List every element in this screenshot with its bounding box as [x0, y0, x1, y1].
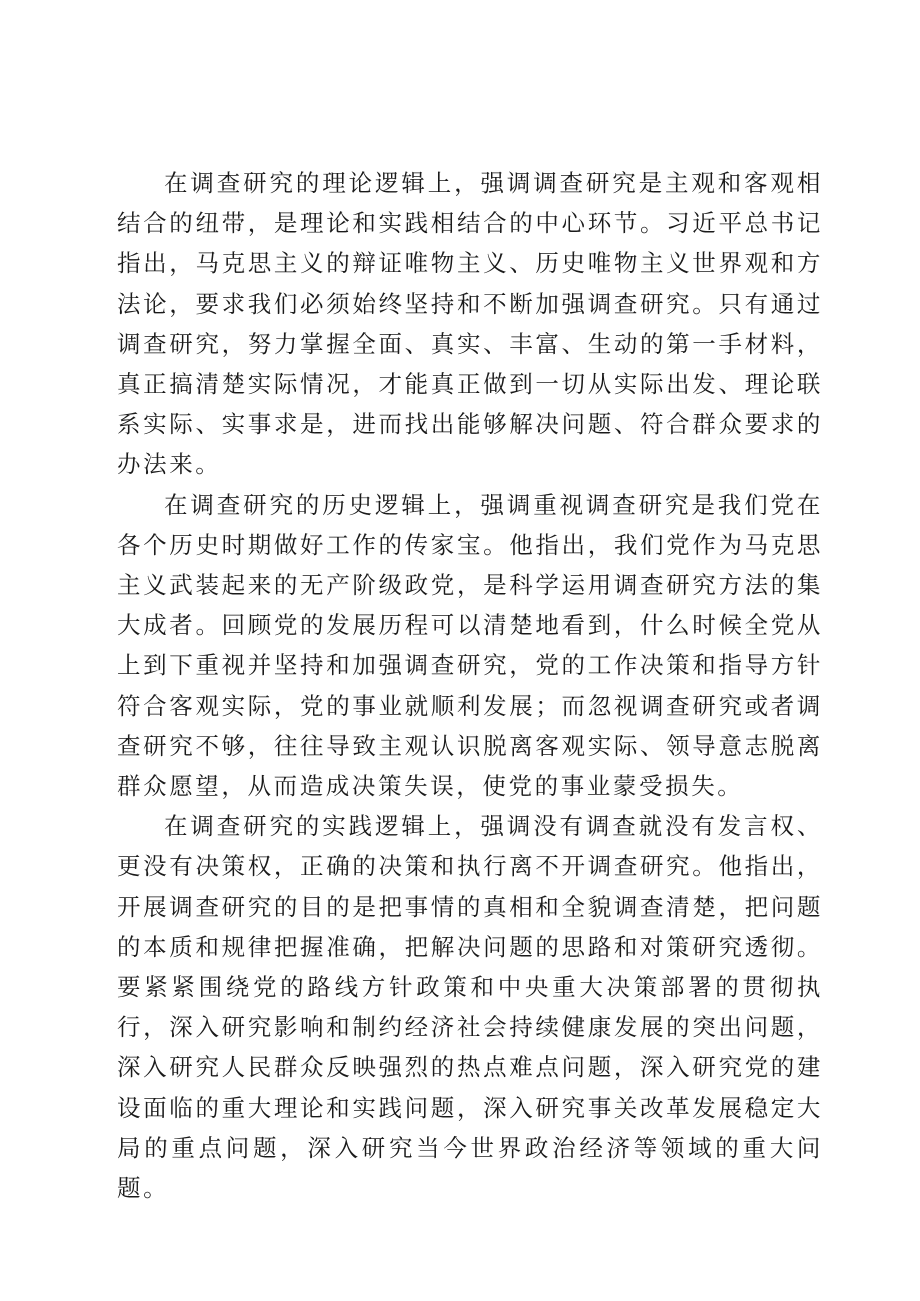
paragraph-history-logic: 在调查研究的历史逻辑上，强调重视调查研究是我们党在各个历史时期做好工作的传家宝。他指出，我们党作为马克思主义武装起来的无产阶级政党，是科学运用调查研究方法的集大成者。回顾党的发展历程可以清楚地看到，什么时候全党从上到下重视并坚持和加强调查研究，党的工作决策和指导方针符合客观实际，党的事业就顺利发展；而忽视调查研究或者调查研究不够，往往导致主观认识脱离客观实际、领导意志脱离群众愿望，从而造成决策失误，使党的事业蒙受损失。 — [117, 490, 823, 801]
paragraph-practice-logic: 在调查研究的实践逻辑上，强调没有调查就没有发言权、更没有决策权，正确的决策和执行离不开调查研究。他指出，开展调查研究的目的是把事情的真相和全貌调查清楚，把问题的本质和规律把握准确，把解决问题的思路和对策研究透彻。要紧紧围绕党的路线方针政策和中央重大决策部署的贯彻执行，深入研究影响和制约经济社会持续健康发展的突出问题，深入研究人民群众反映强烈的热点难点问题，深入研究党的建设面临的重大理论和实践问题，深入研究事关改革发展稳定大局的重点问题，深入研究当今世界政治经济等领域的重大问题。 — [117, 812, 823, 1203]
paragraph-theory-logic: 在调查研究的理论逻辑上，强调调查研究是主观和客观相结合的纽带，是理论和实践相结合的中心环节。习近平总书记指出，马克思主义的辩证唯物主义、历史唯物主义世界观和方法论，要求我们必须始终坚持和不断加强调查研究。只有通过调查研究，努力掌握全面、真实、丰富、生动的第一手材料，真正搞清楚实际情况，才能真正做到一切从实际出发、理论联系实际、实事求是，进而找出能够解决问题、符合群众要求的办法来。 — [117, 169, 823, 479]
document-body — [117, 163, 823, 1208]
